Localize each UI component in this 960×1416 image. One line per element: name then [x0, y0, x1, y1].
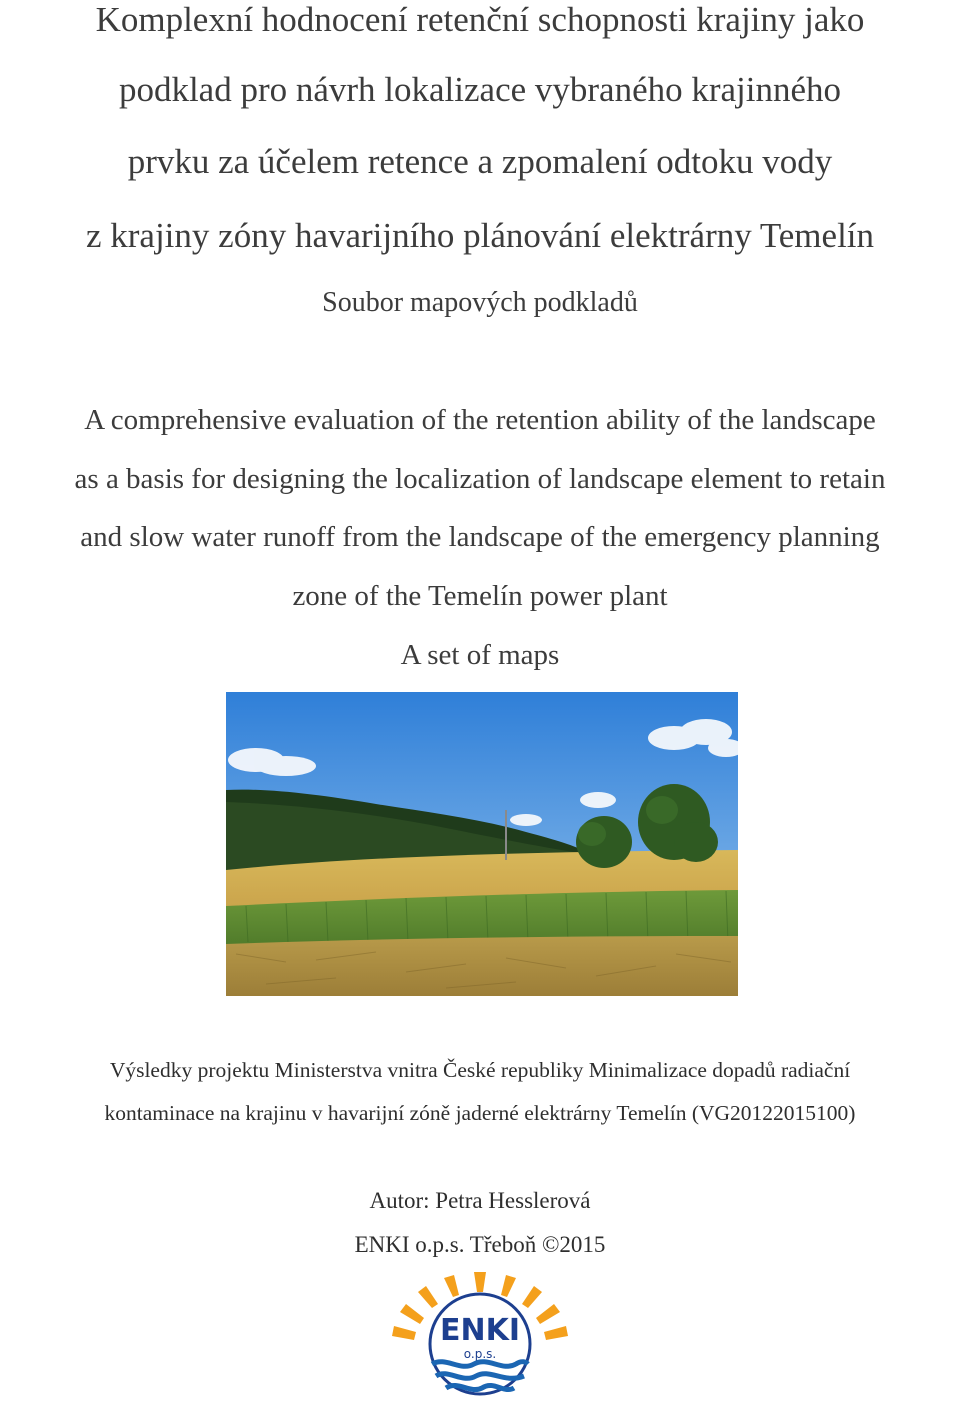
- en-title-line-2: as a basis for designing the localization of landscape element to retain: [74, 463, 886, 495]
- cz-subtitle: Soubor mapových podkladů: [322, 287, 638, 318]
- title-line-2: podklad pro návrh lokalizace vybraného krajinného: [118, 70, 842, 109]
- title-line-3: prvku za účelem retence a zpomalení odtoku vody: [127, 142, 833, 181]
- author: Autor: Petra Hesslerová: [369, 1188, 591, 1213]
- title-line-4: z krajiny zóny havarijního plánování elektrárny Temelín: [85, 216, 875, 255]
- logo-subtext: o.p.s.: [463, 1347, 497, 1361]
- en-subtitle: A set of maps: [400, 639, 560, 671]
- publisher: ENKI o.p.s. Třeboň ©2015: [354, 1232, 606, 1257]
- title-line-1: Komplexní hodnocení retenční schopnosti krajiny jako: [95, 0, 865, 39]
- en-title-line-4: zone of the Temelín power plant: [292, 580, 668, 612]
- enki-logo: [388, 1270, 572, 1410]
- en-title-line-1: A comprehensive evaluation of the retention ability of the landscape: [84, 404, 876, 436]
- landscape-photo: [226, 692, 738, 996]
- en-title-line-3: and slow water runoff from the landscape of the emergency planning: [80, 521, 880, 553]
- logo-text: ENKI: [439, 1313, 521, 1348]
- project-line-2: kontaminace na krajinu v havarijní zóně jaderné elektrárny Temelín (VG20122015100): [104, 1101, 856, 1125]
- project-line-1: Výsledky projektu Ministerstva vnitra České republiky Minimalizace dopadů radiační: [109, 1058, 851, 1082]
